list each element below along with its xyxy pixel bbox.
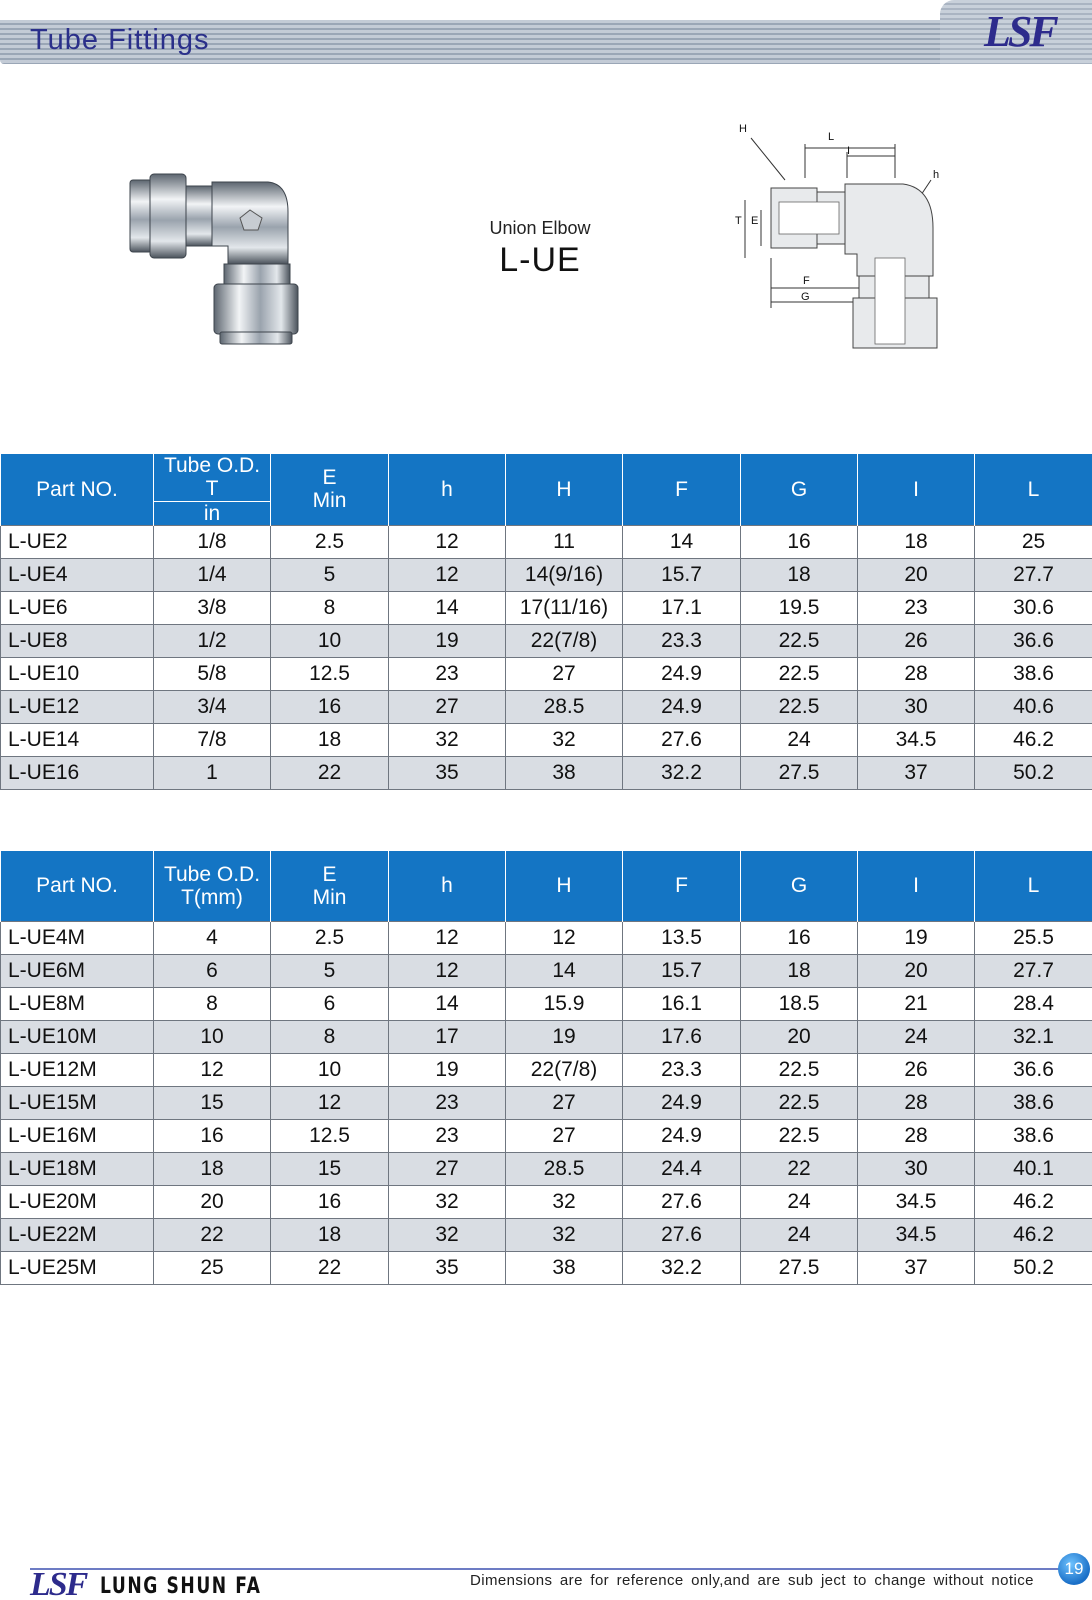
table-cell: 35 bbox=[389, 756, 506, 789]
table-cell: 20 bbox=[741, 1020, 858, 1053]
header-tube-od-label: Tube O.D. bbox=[163, 454, 261, 478]
table-cell: 30 bbox=[858, 1152, 975, 1185]
table-cell: 27 bbox=[389, 690, 506, 723]
header-part-no: Part NO. bbox=[1, 454, 154, 525]
table-cell: 22 bbox=[271, 1251, 389, 1284]
table-cell: 32 bbox=[506, 723, 623, 756]
table-cell: 3/8 bbox=[154, 591, 271, 624]
table-cell: 46.2 bbox=[975, 723, 1092, 756]
table-row bbox=[1, 1218, 1092, 1251]
table-cell: 8 bbox=[271, 591, 389, 624]
table-row bbox=[1, 624, 1092, 657]
part-number-cell: L-UE16M bbox=[1, 1119, 154, 1152]
part-number-cell: L-UE15M bbox=[1, 1086, 154, 1119]
table-cell: 8 bbox=[271, 1020, 389, 1053]
table-cell: 10 bbox=[154, 1020, 271, 1053]
table-cell: 15.9 bbox=[506, 987, 623, 1020]
table-cell: 14 bbox=[506, 954, 623, 987]
table-cell: 23.3 bbox=[623, 624, 741, 657]
table-cell: 27.7 bbox=[975, 558, 1092, 591]
table-cell: 18 bbox=[741, 954, 858, 987]
table-row bbox=[1, 591, 1092, 624]
page-title: Tube Fittings bbox=[30, 24, 210, 56]
table-cell: 32.2 bbox=[623, 756, 741, 789]
table-cell: 38.6 bbox=[975, 1119, 1092, 1152]
header-tube-od-label: Tube O.D. bbox=[163, 862, 261, 886]
union-elbow-photo-icon bbox=[128, 172, 308, 347]
part-number-cell: L-UE4 bbox=[1, 558, 154, 591]
table-cell: 46.2 bbox=[975, 1185, 1092, 1218]
table-cell: 36.6 bbox=[975, 624, 1092, 657]
table-cell: 25 bbox=[154, 1251, 271, 1284]
table-cell: 23 bbox=[858, 591, 975, 624]
table-cell: 5 bbox=[271, 558, 389, 591]
table-cell: 28 bbox=[858, 1086, 975, 1119]
part-number-cell: L-UE20M bbox=[1, 1185, 154, 1218]
table-cell: 24.4 bbox=[623, 1152, 741, 1185]
table-cell: 19 bbox=[389, 1053, 506, 1086]
table-cell: 15.7 bbox=[623, 954, 741, 987]
table-cell: 38.6 bbox=[975, 1086, 1092, 1119]
table-row bbox=[1, 1119, 1092, 1152]
header-g: G bbox=[741, 454, 858, 525]
table-cell: 14 bbox=[389, 591, 506, 624]
diagram-label-E: E bbox=[751, 215, 759, 227]
part-number-cell: L-UE14 bbox=[1, 723, 154, 756]
header-tube-t: T(mm) bbox=[181, 885, 243, 909]
table-cell: 18 bbox=[154, 1152, 271, 1185]
table-cell: 21 bbox=[858, 987, 975, 1020]
part-number-cell: L-UE4M bbox=[1, 921, 154, 954]
table-cell: 22 bbox=[741, 1152, 858, 1185]
table-cell: 32 bbox=[389, 1185, 506, 1218]
table-cell: 17.6 bbox=[623, 1020, 741, 1053]
part-number-cell: L-UE6M bbox=[1, 954, 154, 987]
table-cell: 12 bbox=[506, 921, 623, 954]
diagram-label-T: T bbox=[735, 215, 742, 227]
table-cell: 6 bbox=[271, 987, 389, 1020]
table-cell: 32.2 bbox=[623, 1251, 741, 1284]
table-cell: 12.5 bbox=[271, 1119, 389, 1152]
table-cell: 22 bbox=[271, 756, 389, 789]
table-row bbox=[1, 1185, 1092, 1218]
product-subtitle: Union Elbow bbox=[489, 218, 591, 238]
table-cell: 38 bbox=[506, 756, 623, 789]
part-number-cell: L-UE18M bbox=[1, 1152, 154, 1185]
table-cell: 12 bbox=[389, 525, 506, 558]
table-cell: 3/4 bbox=[154, 690, 271, 723]
table-cell: 27 bbox=[506, 1119, 623, 1152]
table-cell: 27.5 bbox=[741, 1251, 858, 1284]
table-cell: 22.5 bbox=[741, 1119, 858, 1152]
diagram-label-L: L bbox=[828, 131, 835, 143]
table-cell: 24.9 bbox=[623, 690, 741, 723]
table-cell: 23.3 bbox=[623, 1053, 741, 1086]
table-cell: 27.6 bbox=[623, 723, 741, 756]
table-cell: 5/8 bbox=[154, 657, 271, 690]
table-cell: 17(11/16) bbox=[506, 591, 623, 624]
table-cell: 25 bbox=[975, 525, 1092, 558]
table-cell: 35 bbox=[389, 1251, 506, 1284]
table-cell: 16 bbox=[154, 1119, 271, 1152]
table-cell: 8 bbox=[154, 987, 271, 1020]
part-number-cell: L-UE10 bbox=[1, 657, 154, 690]
table-cell: 15.7 bbox=[623, 558, 741, 591]
header-i: I bbox=[858, 851, 975, 921]
part-number-cell: L-UE6 bbox=[1, 591, 154, 624]
header-min: Min bbox=[312, 489, 347, 513]
header-e-min bbox=[271, 851, 389, 921]
table-cell: 32 bbox=[389, 723, 506, 756]
page-number: 19 bbox=[1058, 1553, 1090, 1585]
header-f: F bbox=[623, 454, 741, 525]
table-cell: 16.1 bbox=[623, 987, 741, 1020]
table-cell: 6 bbox=[154, 954, 271, 987]
table-cell: 16 bbox=[741, 525, 858, 558]
table-cell: 24 bbox=[741, 1185, 858, 1218]
product-label bbox=[470, 218, 610, 280]
header-g: G bbox=[741, 851, 858, 921]
table-cell: 5 bbox=[271, 954, 389, 987]
table-cell: 24 bbox=[741, 723, 858, 756]
table-cell: 18 bbox=[271, 723, 389, 756]
table-cell: 23 bbox=[389, 657, 506, 690]
header-e: E bbox=[322, 862, 337, 886]
table-cell: 12 bbox=[271, 1086, 389, 1119]
table-cell: 34.5 bbox=[858, 1218, 975, 1251]
header-h-small: h bbox=[389, 851, 506, 921]
header-tube-t: T bbox=[205, 477, 219, 501]
part-number-cell: L-UE25M bbox=[1, 1251, 154, 1284]
table-cell: 27.5 bbox=[741, 756, 858, 789]
table-cell: 22.5 bbox=[741, 1086, 858, 1119]
table-cell: 40.6 bbox=[975, 690, 1092, 723]
table-row bbox=[1, 558, 1092, 591]
part-number-cell: L-UE8M bbox=[1, 987, 154, 1020]
table-cell: 28.4 bbox=[975, 987, 1092, 1020]
table-cell: 25.5 bbox=[975, 921, 1092, 954]
table-cell: 17.1 bbox=[623, 591, 741, 624]
header-part-no: Part NO. bbox=[1, 851, 154, 921]
table-row bbox=[1, 525, 1092, 558]
table-cell: 19.5 bbox=[741, 591, 858, 624]
table-cell: 37 bbox=[858, 756, 975, 789]
header-tube-od bbox=[154, 851, 271, 921]
header-h-large: H bbox=[506, 454, 623, 525]
table-cell: 26 bbox=[858, 624, 975, 657]
table-cell: 12 bbox=[154, 1053, 271, 1086]
table-cell: 16 bbox=[271, 690, 389, 723]
header-min: Min bbox=[312, 885, 347, 909]
table-cell: 2.5 bbox=[271, 921, 389, 954]
table-row bbox=[1, 1251, 1092, 1284]
table-cell: 18 bbox=[858, 525, 975, 558]
table-cell: 50.2 bbox=[975, 756, 1092, 789]
table-cell: 1/8 bbox=[154, 525, 271, 558]
table-cell: 27 bbox=[506, 1086, 623, 1119]
table-cell: 16 bbox=[741, 921, 858, 954]
header-h-small: h bbox=[389, 454, 506, 525]
table-row bbox=[1, 921, 1092, 954]
header-tube-od bbox=[154, 454, 271, 501]
table-row bbox=[1, 723, 1092, 756]
table-cell: 24 bbox=[741, 1218, 858, 1251]
table-row bbox=[1, 954, 1092, 987]
table-cell: 20 bbox=[858, 954, 975, 987]
table-row bbox=[1, 756, 1092, 789]
table-cell: 40.1 bbox=[975, 1152, 1092, 1185]
table-cell: 14 bbox=[389, 987, 506, 1020]
header-unit-in: in bbox=[154, 501, 271, 525]
table-cell: 32 bbox=[506, 1185, 623, 1218]
table-cell: 15 bbox=[154, 1086, 271, 1119]
table-cell: 2.5 bbox=[271, 525, 389, 558]
table-cell: 28 bbox=[858, 1119, 975, 1152]
header-l: L bbox=[975, 851, 1092, 921]
union-elbow-diagram-icon bbox=[735, 118, 965, 356]
table-cell: 37 bbox=[858, 1251, 975, 1284]
table-cell: 11 bbox=[506, 525, 623, 558]
table-cell: 34.5 bbox=[858, 723, 975, 756]
table-cell: 24.9 bbox=[623, 1086, 741, 1119]
table-cell: 19 bbox=[858, 921, 975, 954]
part-number-cell: L-UE12M bbox=[1, 1053, 154, 1086]
table-cell: 30 bbox=[858, 690, 975, 723]
table-cell: 22(7/8) bbox=[506, 624, 623, 657]
table-cell: 34.5 bbox=[858, 1185, 975, 1218]
table-cell: 46.2 bbox=[975, 1218, 1092, 1251]
table-cell: 16 bbox=[271, 1185, 389, 1218]
product-code: L-UE bbox=[499, 241, 581, 279]
table-cell: 18.5 bbox=[741, 987, 858, 1020]
header-e: E bbox=[322, 466, 337, 490]
table-cell: 17 bbox=[389, 1020, 506, 1053]
table-cell: 28.5 bbox=[506, 1152, 623, 1185]
table-cell: 12 bbox=[389, 558, 506, 591]
table-cell: 26 bbox=[858, 1053, 975, 1086]
part-number-cell: L-UE10M bbox=[1, 1020, 154, 1053]
table-cell: 22.5 bbox=[741, 1053, 858, 1086]
table-row bbox=[1, 987, 1092, 1020]
part-number-cell: L-UE22M bbox=[1, 1218, 154, 1251]
table-cell: 14(9/16) bbox=[506, 558, 623, 591]
table-cell: 20 bbox=[858, 558, 975, 591]
table-cell: 23 bbox=[389, 1086, 506, 1119]
table-cell: 24.9 bbox=[623, 1119, 741, 1152]
table-cell: 50.2 bbox=[975, 1251, 1092, 1284]
table-cell: 10 bbox=[271, 624, 389, 657]
table-cell: 12 bbox=[389, 921, 506, 954]
table-cell: 10 bbox=[271, 1053, 389, 1086]
table-cell: 1/4 bbox=[154, 558, 271, 591]
table-cell: 19 bbox=[506, 1020, 623, 1053]
table-cell: 27.7 bbox=[975, 954, 1092, 987]
table-cell: 27.6 bbox=[623, 1218, 741, 1251]
footer-logo: LSF bbox=[30, 1566, 87, 1600]
table-cell: 19 bbox=[389, 624, 506, 657]
table-cell: 28.5 bbox=[506, 690, 623, 723]
table-cell: 28 bbox=[858, 657, 975, 690]
table-cell: 22.5 bbox=[741, 690, 858, 723]
table-cell: 22 bbox=[154, 1218, 271, 1251]
part-number-cell: L-UE16 bbox=[1, 756, 154, 789]
table-row bbox=[1, 657, 1092, 690]
diagram-label-I: I bbox=[847, 145, 851, 157]
table-cell: 18 bbox=[271, 1218, 389, 1251]
brand-logo: LSF bbox=[984, 7, 1056, 56]
header-l: L bbox=[975, 454, 1092, 525]
table-cell: 22.5 bbox=[741, 657, 858, 690]
table-cell: 23 bbox=[389, 1119, 506, 1152]
table-cell: 32 bbox=[506, 1218, 623, 1251]
header-h-large: H bbox=[506, 851, 623, 921]
table-cell: 12.5 bbox=[271, 657, 389, 690]
table-cell: 38.6 bbox=[975, 657, 1092, 690]
table-row bbox=[1, 1020, 1092, 1053]
table-row bbox=[1, 1152, 1092, 1185]
table-cell: 15 bbox=[271, 1152, 389, 1185]
footer-brand: LUNG SHUN FA bbox=[100, 1574, 262, 1599]
table-cell: 30.6 bbox=[975, 591, 1092, 624]
footer-disclaimer: Dimensions are for reference only,and are sub ject to change without notice bbox=[470, 1572, 1034, 1589]
diagram-label-F: F bbox=[803, 275, 810, 287]
table-cell: 20 bbox=[154, 1185, 271, 1218]
table-cell: 12 bbox=[389, 954, 506, 987]
part-number-cell: L-UE12 bbox=[1, 690, 154, 723]
spec-table-inch bbox=[0, 454, 1092, 790]
table-cell: 32.1 bbox=[975, 1020, 1092, 1053]
table-row bbox=[1, 690, 1092, 723]
part-number-cell: L-UE8 bbox=[1, 624, 154, 657]
table-cell: 4 bbox=[154, 921, 271, 954]
table-cell: 22(7/8) bbox=[506, 1053, 623, 1086]
table-cell: 36.6 bbox=[975, 1053, 1092, 1086]
table-cell: 24 bbox=[858, 1020, 975, 1053]
part-number-cell: L-UE2 bbox=[1, 525, 154, 558]
table-cell: 7/8 bbox=[154, 723, 271, 756]
table-row bbox=[1, 1086, 1092, 1119]
table-cell: 13.5 bbox=[623, 921, 741, 954]
table-cell: 32 bbox=[389, 1218, 506, 1251]
diagram-label-G: G bbox=[801, 291, 810, 303]
diagram-label-H: H bbox=[739, 123, 747, 135]
table-cell: 18 bbox=[741, 558, 858, 591]
table-cell: 27 bbox=[389, 1152, 506, 1185]
table-cell: 24.9 bbox=[623, 657, 741, 690]
diagram-label-h: h bbox=[933, 169, 940, 181]
footer-divider bbox=[30, 1568, 1060, 1570]
table-cell: 1/2 bbox=[154, 624, 271, 657]
table-cell: 27.6 bbox=[623, 1185, 741, 1218]
header-i: I bbox=[858, 454, 975, 525]
header-e-min bbox=[271, 454, 389, 525]
table-cell: 14 bbox=[623, 525, 741, 558]
spec-table-mm bbox=[0, 851, 1092, 1285]
header-f: F bbox=[623, 851, 741, 921]
table-cell: 38 bbox=[506, 1251, 623, 1284]
table-cell: 22.5 bbox=[741, 624, 858, 657]
table-cell: 27 bbox=[506, 657, 623, 690]
table-row bbox=[1, 1053, 1092, 1086]
table-cell: 1 bbox=[154, 756, 271, 789]
